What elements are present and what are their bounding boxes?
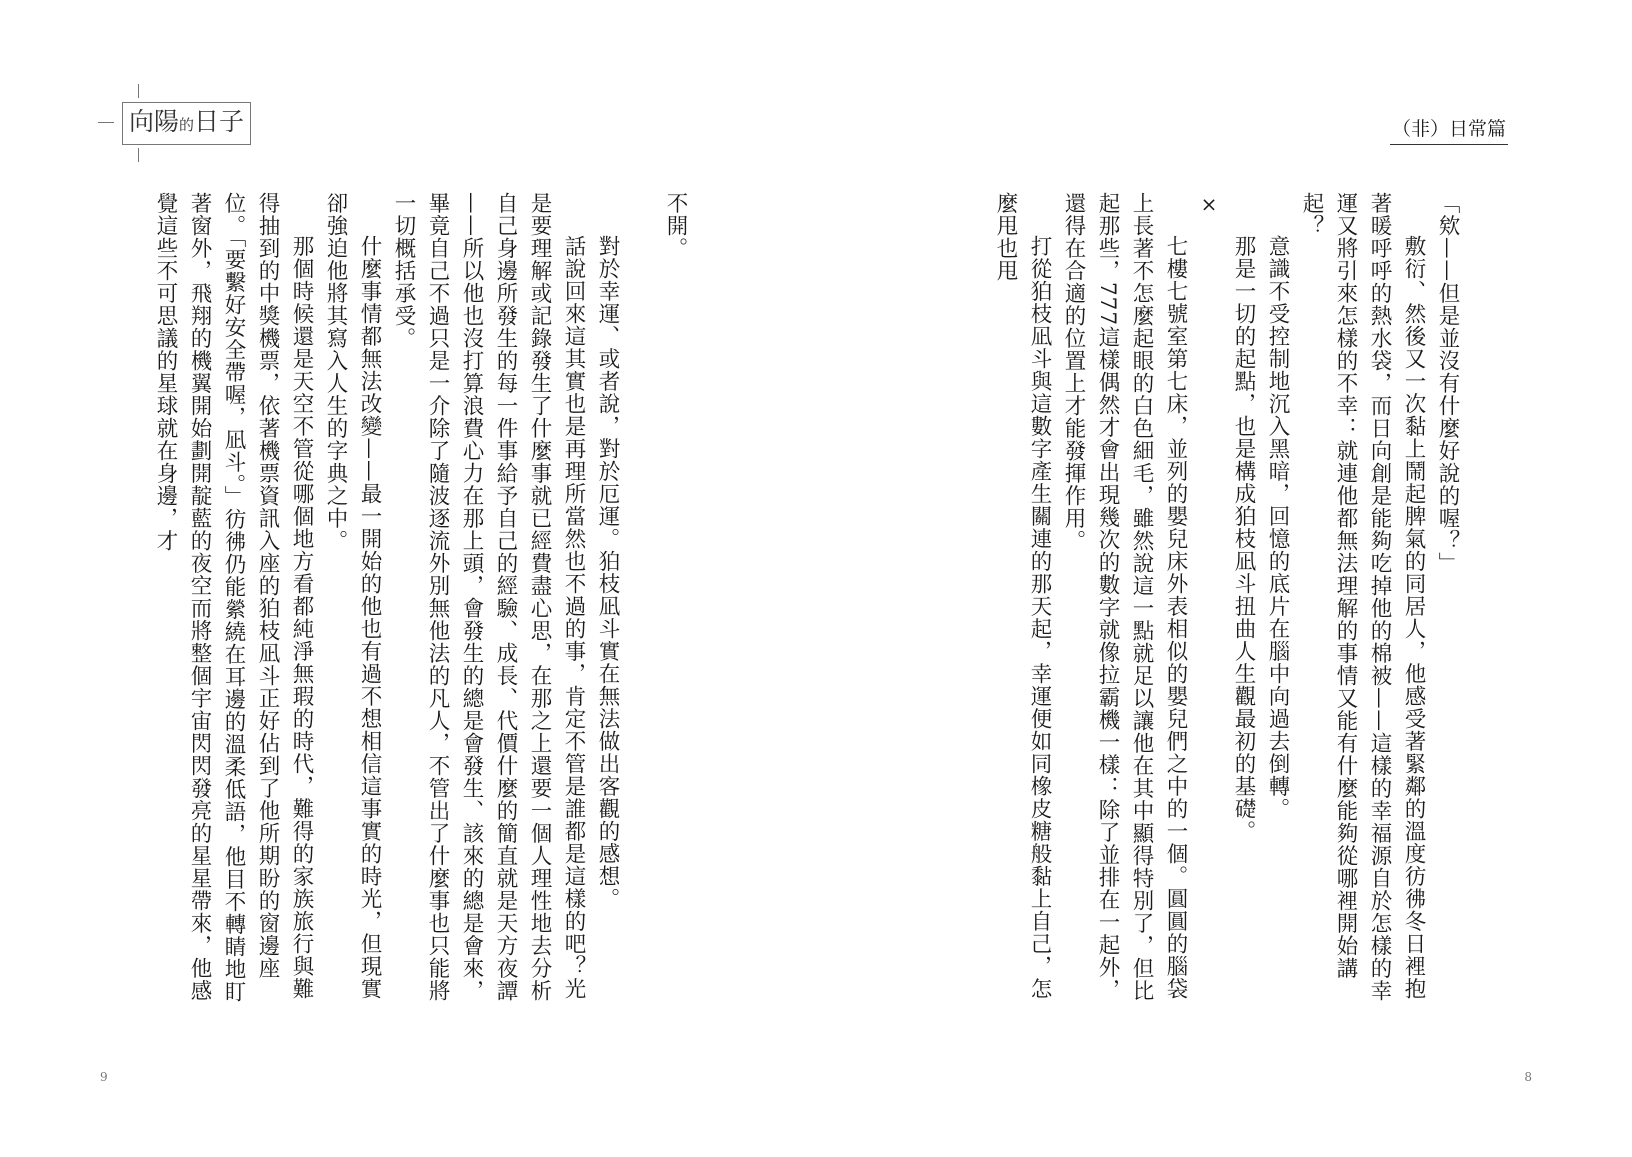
right-paragraph-2: 敷衍、然後又一次黏上鬧起脾氣的同居人，他感受著緊鄰的溫度彷彿冬日裡抱著暖呼呼的熱水袋，而日向創是能夠吃掉他的棉被——這樣的幸福源自於怎樣的幸運又將引來怎樣的不幸：就連他都無法理解的事情又能有什麼能夠從哪裡開始講起？ <box>1299 192 1426 1002</box>
blank-line <box>624 192 658 1022</box>
book-title-header <box>98 84 248 162</box>
right-page-body <box>993 192 1464 1022</box>
header-dash <box>98 122 114 123</box>
right-paragraph-5: 七樓七號室第七床，並列的嬰兒床外表相似的嬰兒們之中的一個。圓圓的腦袋上長著不怎麼起眼的白色細毛，雖然說這一點就足以讓他在其中顯得特別了，但比起那些，777這樣偶然才會出現幾次的數字就像拉霸機一樣：除了並排在一起外，還得在合適的位置上才能發揮作用。 <box>1061 192 1188 1002</box>
header-tick-bottom <box>138 148 139 162</box>
page-number-right: 8 <box>1524 1070 1532 1084</box>
left-paragraph-2: 對於幸運、或者說，對於厄運。狛枝凪斗實在無法做出客觀的感想。 <box>595 235 620 910</box>
section-separator: × <box>1197 192 1221 217</box>
right-paragraph-4: 那是一切的起點，也是構成狛枝凪斗扭曲人生觀最初的基礎。 <box>1231 235 1256 843</box>
header-tick-top <box>138 84 139 98</box>
right-paragraph-1: 「欸——但是並沒有什麼好說的喔？」 <box>1435 192 1460 575</box>
chapter-title: （非）日常篇 <box>1390 116 1508 145</box>
left-paragraph-1: 不開。 <box>663 192 688 260</box>
book-title-end: 日子 <box>194 107 245 136</box>
book-title-small: 的 <box>179 116 195 134</box>
left-paragraph-3: 話說回來這其實也是再理所當然也不過的事，肯定不管是誰都是這樣的吧？光是要理解或記錄發生了什麼事就已經費盡心思，在那之上還要一個人理性地去分析自己身邊所發生的每一件事給予自己的經驗、成長、代價什麼的簡直就是天方夜譚——所以他也沒打算浪費心力在那上頭，會發生的總是會發生、該來的總是會來，畢竟自己不過只是一介除了隨波逐流外別無他法的凡人，不管出了什麼事也只能將一切概括承受。 <box>391 192 586 1002</box>
left-paragraph-5: 那個時候還是天空不管從哪個地方看都純淨無瑕的時代，難得的家族旅行與難得抽到的中獎機票，依著機票資訊入座的狛枝凪斗正好佔到了他所期盼的窗邊座位。「要繫好安全帶喔，凪斗。」彷彿仍能縈繞在耳邊的溫柔低語，他目不轉睛地盯著窗外，飛翔的機翼開始劃開靛藍的夜空而將整個宇宙閃閃發亮的星星帶來，他感覺這些不可思議的星球就在身邊，才 <box>153 192 314 1003</box>
book-title <box>122 102 251 145</box>
book-title-main: 向陽 <box>129 107 180 136</box>
right-paragraph-6: 打從狛枝凪斗與這數字產生關連的那天起，幸運便如同橡皮糖般黏上自己，怎麼甩也甩 <box>993 192 1052 1000</box>
left-paragraph-4: 什麼事情都無法改變——最一開始的他也有過不想相信這事實的時光，但現實卻強迫他將其寫入人生的字典之中。 <box>323 192 382 1000</box>
left-page-body <box>140 192 692 1022</box>
right-paragraph-3: 意識不受控制地沉入黑暗，回憶的底片在腦中向過去倒轉。 <box>1265 235 1290 820</box>
page-number-left: 9 <box>100 1070 108 1084</box>
